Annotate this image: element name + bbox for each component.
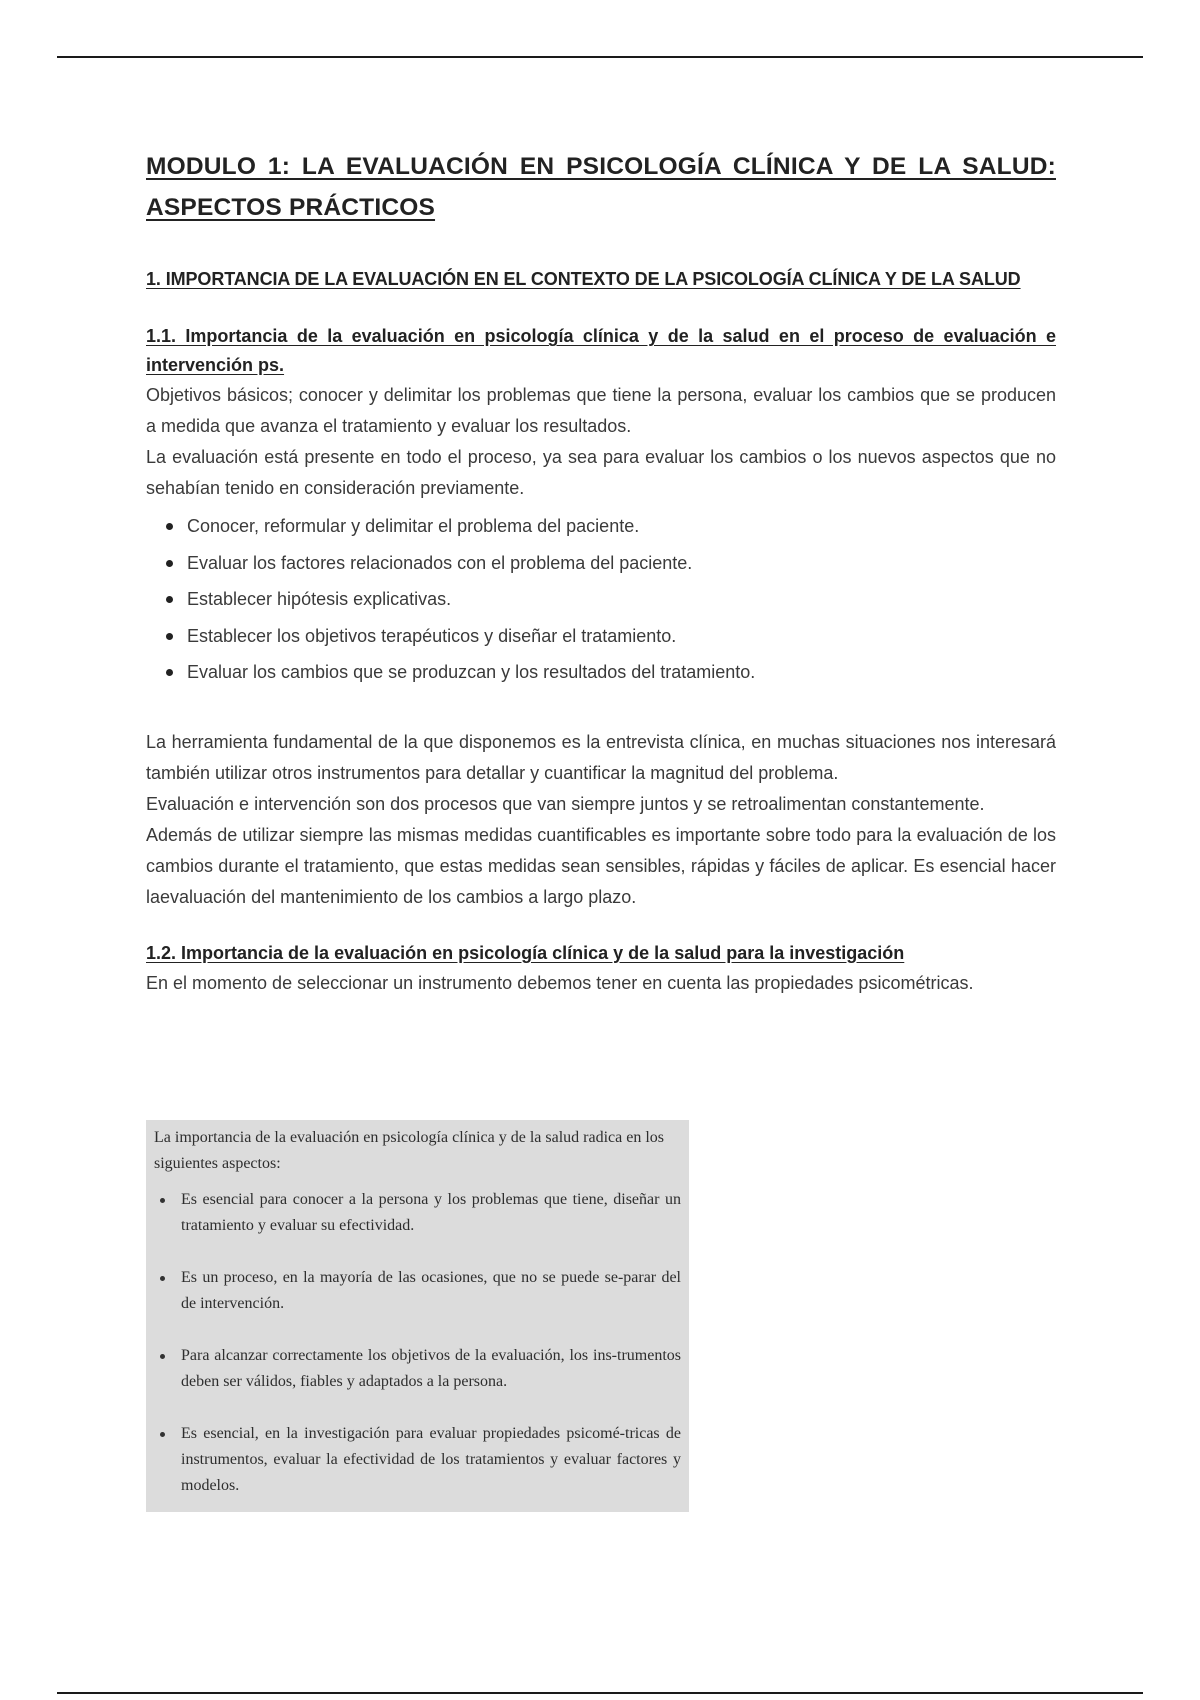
summary-item: Es esencial, en la investigación para evaluar propiedades psicomé-tricas de instrumentos, evaluar la efectividad de los tratamientos y evaluar factores y modelos. [154, 1421, 681, 1499]
paragraph: La evaluación está presente en todo el proceso, ya sea para evaluar los cambios o los nuevos aspectos que no sehabían tenido en consideración previamente. [146, 447, 1056, 498]
subsection-1-1-title: 1.1. Importancia de la evaluación en psicología clínica y de la salud en el proceso de evaluación e intervención ps. [146, 326, 1056, 375]
section-1-title: 1. IMPORTANCIA DE LA EVALUACIÓN EN EL CONTEXTO DE LA PSICOLOGÍA CLÍNICA Y DE LA SALUD [146, 269, 1021, 289]
paragraph: En el momento de seleccionar un instrumento debemos tener en cuenta las propiedades psicométricas. [146, 972, 974, 993]
paragraph: Evaluación e intervención son dos procesos que van siempre juntos y se retroalimentan constantemente. [146, 793, 985, 814]
summary-intro: La importancia de la evaluación en psicología clínica y de la salud radica en los siguientes aspectos: [154, 1129, 665, 1172]
paragraph: Objetivos básicos; conocer y delimitar los problemas que tiene la persona, evaluar los cambios que se producen a medida que avanza el tratamiento y evaluar los resultados. [146, 385, 1056, 436]
summary-item: Para alcanzar correctamente los objetivos de la evaluación, los ins-trumentos deben ser válidos, fiables y adaptados a la persona. [154, 1343, 681, 1395]
objectives-list [146, 508, 1056, 691]
bottom-rule [57, 1692, 1143, 1694]
list-item: Conocer, reformular y delimitar el problema del paciente. [166, 508, 1056, 545]
subsection-1-2-title: 1.2. Importancia de la evaluación en psicología clínica y de la salud para la investigación [146, 942, 905, 963]
list-item: Evaluar los cambios que se produzcan y los resultados del tratamiento. [166, 654, 1056, 691]
module-title: MODULO 1: LA EVALUACIÓN EN PSICOLOGÍA CLÍNICA Y DE LA SALUD: ASPECTOS PRÁCTICOS [146, 153, 1056, 221]
summary-item: Es un proceso, en la mayoría de las ocasiones, que no se puede se-parar del de intervención. [154, 1265, 681, 1317]
paragraph: Además de utilizar siempre las mismas medidas cuantificables es importante sobre todo para la evaluación de los cambios durante el tratamiento, que estas medidas sean sensibles, rápidas y fáciles de aplicar. Es esencial hacer laevaluación del mantenimiento de los cambios a largo plazo. [146, 824, 1056, 907]
document-body [146, 146, 1056, 999]
top-rule [57, 56, 1143, 58]
list-item: Evaluar los factores relacionados con el problema del paciente. [166, 545, 1056, 582]
paragraph: La herramienta fundamental de la que disponemos es la entrevista clínica, en muchas situaciones nos interesará también utilizar otros instrumentos para detallar y cuantificar la magnitud del problema. [146, 731, 1056, 783]
summary-list [154, 1187, 681, 1499]
summary-item: Es esencial para conocer a la persona y los problemas que tiene, diseñar un tratamiento y evaluar su efectividad. [154, 1187, 681, 1239]
list-item: Establecer los objetivos terapéuticos y diseñar el tratamiento. [166, 618, 1056, 655]
summary-box [146, 1120, 689, 1512]
list-item: Establecer hipótesis explicativas. [166, 581, 1056, 618]
